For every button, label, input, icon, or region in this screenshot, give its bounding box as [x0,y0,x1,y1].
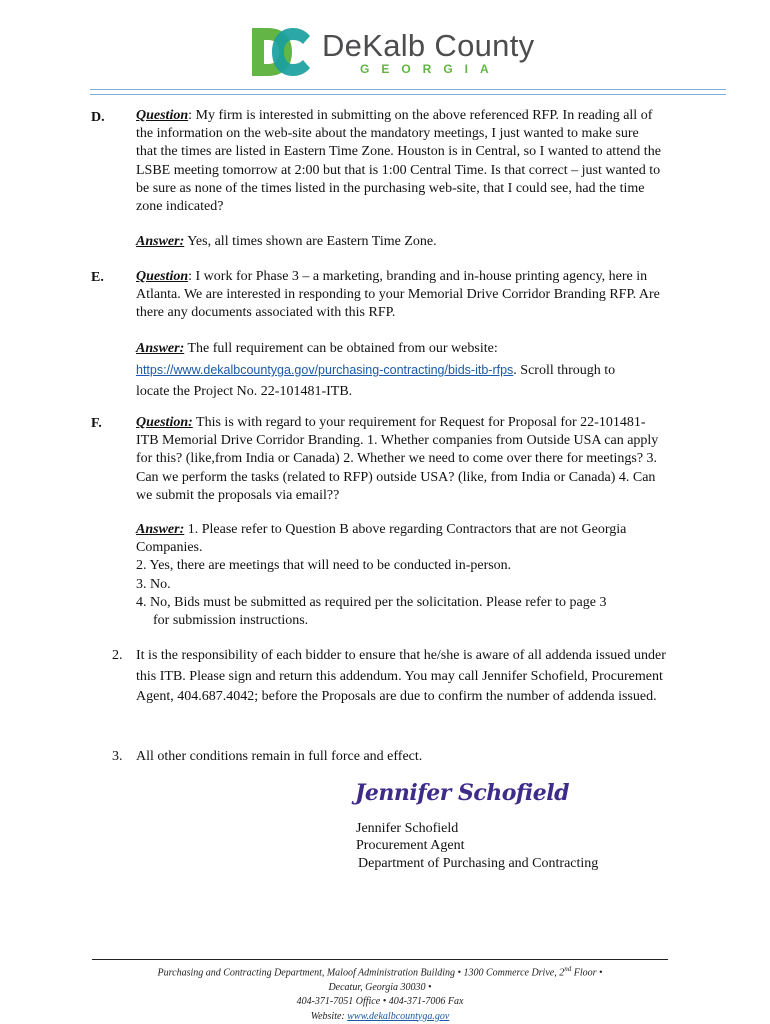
footer-line-2: Decatur, Georgia 30030 • [328,981,432,993]
item-text: All other conditions remain in full force and effect. [136,749,423,764]
answer-text: Yes, all times shown are Eastern Time Zone. [184,234,437,249]
footer-rule [92,959,668,960]
item-d-question [136,107,661,216]
item-f-question [136,414,661,505]
question-text: : I work for Phase 3 – a marketing, branding and in-house printing agency, here in Atlanta. We are interested in responding to your Memorial Drive Corridor Branding RFP. Are there any documents associated with this RFP. [136,269,660,321]
dc-monogram-icon [248,24,314,80]
logo-subtitle: GEORGIA [360,62,501,76]
item-number: 2. [112,648,123,663]
item-f-letter: F. [91,416,102,431]
item-f-answer [136,521,661,630]
answer-text: The full requirement can be obtained from our website: [184,341,498,356]
question-text: This is with regard to your requirement for Request for Proposal for 22-101481-ITB Memorial Drive Corridor Branding. 1. Whether companies from Outside USA can apply for this? (like,from India or Canada) 2. Whether we need to come over there for meetings? 3. Can we perform the tasks (related to RFP) outside USA? (like, from India or Canada) 4. Can we submit the proposals via email?? [136,415,659,503]
item-d-letter: D. [91,110,105,125]
handwritten-signature [355,780,569,820]
header-rule-bottom [90,94,726,95]
answer-label: Answer: [136,234,185,249]
item-d-answer [136,233,661,251]
footer-line-3: 404-371-7051 Office • 404-371-7006 Fax [296,996,464,1008]
answer-line-4: 4. No, Bids must be submitted as required per the solicitation. Please refer to page 3 [136,594,607,610]
footer [92,962,668,1024]
answer-line-5: for submission instructions. [153,613,309,629]
answer-after-url: . Scroll through to [513,363,616,379]
question-label: Question: [136,415,193,430]
footer-line-4: Website: www.dekalbcountyga.gov [310,1010,450,1022]
item-number: 3. [112,749,123,764]
signer-department: Department of Purchasing and Contracting [358,856,599,871]
numbered-item-2 [112,646,667,730]
question-text: : My firm is interested in submitting on the above referenced RFP. In reading all of the information on the web-site about the mandatory meetings, I just wanted to make sure that the times are listed in Eastern Time Zone. Houston is in Central, so I wanted to attend the LSBE meeting tomorrow at 2:00 but that is 1:00 Central Time. Is that correct – just wanted to be sure as none of the times listed in the purchasing web-site, that I could see, had the time zone indicated? [136,108,661,215]
answer-tail: locate the Project No. 22-101481-ITB. [136,384,353,400]
rfp-website-link[interactable]: https://www.dekalbcountyga.gov/purchasing-contracting/bids-itb-rfps [136,363,514,378]
footer-line-1: Purchasing and Contracting Department, Maloof Administration Building • 1300 Commerce Drive, 2nd Floor • [157,965,603,979]
question-label: Question [136,108,189,123]
item-e-question [136,268,661,323]
item-text: It is the responsibility of each bidder to ensure that he/she is aware of all addenda issued under this ITB. Please sign and return this addendum. You may call Jennifer Schofield, Procurement Agent, 404.687.4042; before the Proposals are due to confirm the number of addenda issued. [136,648,666,704]
answer-label: Answer: [136,341,185,356]
numbered-item-3 [112,747,667,769]
signer-title: Procurement Agent [356,838,465,853]
question-label: Question [136,269,189,284]
dekalb-logo [248,24,538,80]
signature-script: Jennifer Schofield [355,780,569,806]
header-rule-top [90,89,726,90]
item-e-letter: E. [91,270,104,285]
signer-name: Jennifer Schofield [356,821,459,836]
answer-line-2: 2. Yes, there are meetings that will need to be conducted in-person. [136,558,512,574]
answer-line-3: 3. No. [136,576,171,592]
answer-label: Answer: [136,522,185,537]
item-e-answer [136,340,666,402]
footer-website-link[interactable]: www.dekalbcountyga.gov [347,1010,450,1022]
logo-name: DeKalb County [322,28,535,63]
answer-line-1: 1. Please refer to Question B above regarding Contractors that are not Georgia Companies. [136,522,627,556]
